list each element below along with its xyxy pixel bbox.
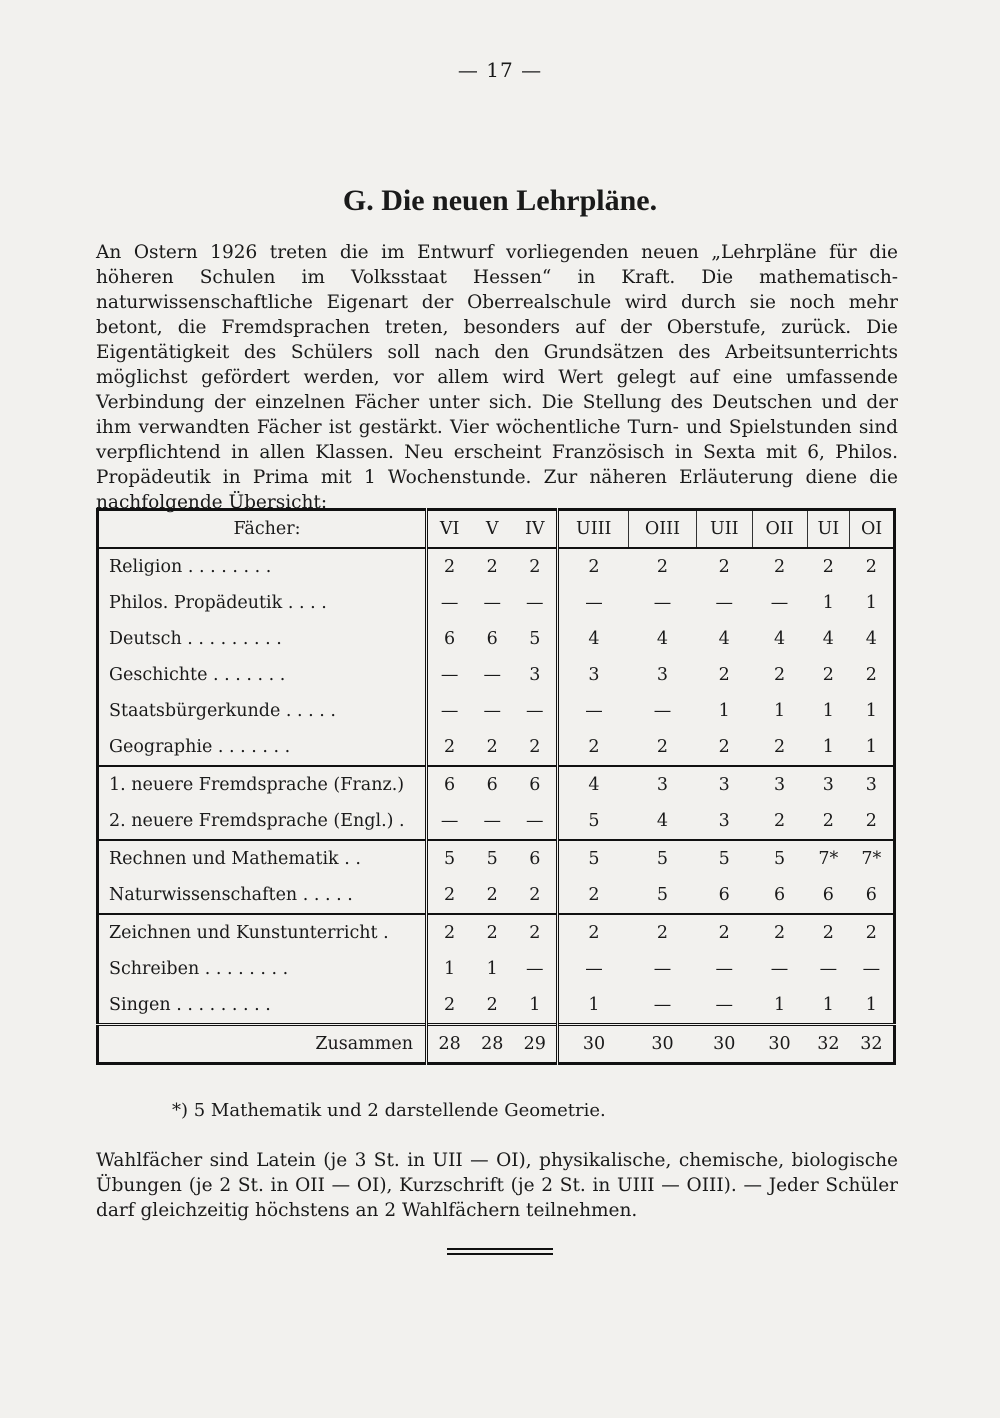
hours-cell: 1	[822, 701, 834, 721]
hours-cell: 6	[773, 885, 786, 905]
hours-cell: 5	[656, 885, 669, 905]
hours-cell: 2	[822, 557, 834, 577]
total-cell: 29	[513, 1025, 558, 1064]
hours-cell: 2	[486, 885, 498, 905]
hours-cell: 4	[656, 629, 669, 649]
hours-cell: 4	[656, 811, 669, 831]
hours-cell: —	[526, 811, 544, 831]
hours-cell: 4	[558, 621, 629, 657]
column-header: IV	[513, 510, 558, 549]
hours-cell: 3	[558, 657, 629, 693]
subject-cell: 1. neuere Fremdsprache (Franz.)	[98, 766, 427, 803]
hours-cell: —	[770, 959, 789, 979]
hours-cell: 1	[865, 593, 877, 613]
hours-cell: —	[558, 693, 629, 729]
hours-cell: 5	[629, 840, 697, 877]
table-row	[98, 914, 895, 951]
subject-cell: Singen . . . . . . . . .	[98, 987, 427, 1025]
subject-cell: Naturwissenschaften . . . . .	[98, 877, 427, 914]
hours-cell: —	[653, 701, 672, 721]
hours-cell: 2	[773, 557, 786, 577]
column-header: OII	[752, 510, 807, 549]
hours-cell: —	[526, 593, 544, 613]
hours-cell: 2	[558, 914, 629, 951]
hours-cell: 2	[529, 737, 541, 757]
hours-cell: 2	[513, 914, 558, 951]
hours-cell: 3	[629, 766, 697, 803]
subject-cell: Deutsch . . . . . . . . .	[98, 621, 427, 657]
total-cell: 32	[850, 1025, 895, 1064]
hours-cell: 1	[773, 701, 786, 721]
hours-cell: 1	[444, 959, 456, 979]
hours-cell: 6	[513, 766, 558, 803]
hours-cell: 3	[656, 665, 669, 685]
hours-cell: 2	[444, 737, 456, 757]
hours-cell: 2	[427, 914, 472, 951]
hours-cell: —	[483, 811, 501, 831]
hours-cell: 6	[486, 629, 498, 649]
hours-cell: 5	[558, 803, 629, 840]
table-row	[98, 657, 895, 693]
subject-cell: Religion . . . . . . . .	[98, 548, 427, 585]
hours-cell: —	[483, 701, 501, 721]
hours-cell: 2	[773, 737, 786, 757]
hours-cell: —	[770, 593, 789, 613]
electives-paragraph: Wahlfächer sind Latein (je 3 St. in UII — OI), physikalische, chemische, biologische Übungen (je 2 St. in OII — OI), Kurzschrift (je 2 St. in UIII — OIII). — Jeder Schüler darf gleichzeitig höchstens an 2 Wahlfächern teilnehmen.	[96, 1150, 898, 1221]
column-header: V	[471, 510, 513, 549]
hours-cell: 3	[696, 766, 752, 803]
hours-cell: 6	[471, 766, 513, 803]
hours-cell: 3	[529, 665, 541, 685]
hours-cell: 5	[529, 629, 541, 649]
hours-cell: 2	[865, 811, 877, 831]
hours-cell: 6	[427, 766, 472, 803]
hours-cell: 5	[696, 840, 752, 877]
hours-cell: 5	[427, 840, 472, 877]
hours-cell: 2	[773, 811, 786, 831]
hours-cell: —	[526, 959, 544, 979]
table-row	[98, 951, 895, 987]
curriculum-table	[96, 508, 896, 1065]
hours-cell: 1	[486, 959, 498, 979]
hours-cell: 2	[773, 665, 786, 685]
hours-cell: 1	[865, 995, 877, 1015]
hours-cell: —	[440, 665, 459, 685]
hours-cell: —	[653, 593, 672, 613]
table-row	[98, 766, 895, 803]
hours-cell: 4	[773, 629, 786, 649]
section-heading: G. Die neuen Lehrpläne.	[342, 184, 658, 217]
closing-double-rule	[447, 1248, 553, 1255]
total-cell: 30	[629, 1025, 697, 1064]
hours-cell: 2	[718, 557, 730, 577]
total-cell: 28	[471, 1025, 513, 1064]
hours-cell: —	[819, 959, 838, 979]
hours-cell: 3	[752, 766, 807, 803]
hours-cell: 1	[558, 987, 629, 1025]
hours-cell: 2	[865, 557, 877, 577]
subject-cell: Philos. Propädeutik . . . .	[98, 585, 427, 621]
table-row	[98, 803, 895, 840]
hours-cell: —	[715, 959, 733, 979]
hours-cell: 2	[444, 995, 456, 1015]
hours-cell: 2	[718, 665, 730, 685]
column-header: UI	[807, 510, 850, 549]
column-header: VI	[427, 510, 472, 549]
subject-cell: Schreiben . . . . . . . .	[98, 951, 427, 987]
hours-cell: 2	[444, 557, 456, 577]
column-header: OIII	[629, 510, 697, 549]
column-header: UIII	[558, 510, 629, 549]
hours-cell: —	[440, 811, 459, 831]
subject-cell: Staatsbürgerkunde . . . . .	[98, 693, 427, 729]
hours-cell: 1	[865, 737, 877, 757]
hours-cell: —	[715, 995, 733, 1015]
table-row	[98, 621, 895, 657]
hours-cell: 3	[807, 766, 850, 803]
subject-cell: 2. neuere Fremdsprache (Engl.) .	[98, 803, 427, 840]
hours-cell: 4	[865, 629, 877, 649]
hours-cell: —	[862, 959, 881, 979]
hours-cell: —	[483, 593, 501, 613]
table-row	[98, 548, 895, 585]
total-cell: 28	[427, 1025, 472, 1064]
hours-cell: —	[558, 951, 629, 987]
hours-cell: 1	[822, 737, 834, 757]
hours-cell: 2	[656, 557, 669, 577]
hours-cell: 2	[629, 914, 697, 951]
hours-cell: 2	[558, 729, 629, 766]
hours-cell: 5	[752, 840, 807, 877]
hours-cell: 2	[696, 914, 752, 951]
hours-cell: 2	[471, 914, 513, 951]
hours-cell: 2	[486, 995, 498, 1015]
hours-cell: 2	[865, 665, 877, 685]
table-row	[98, 877, 895, 914]
hours-cell: 2	[486, 737, 498, 757]
total-cell: 32	[807, 1025, 850, 1064]
hours-cell: 1	[529, 995, 541, 1015]
hours-cell: 2	[822, 665, 834, 685]
table-row	[98, 840, 895, 877]
subject-cell: Rechnen und Mathematik . .	[98, 840, 427, 877]
hours-cell: 4	[718, 629, 730, 649]
hours-cell: 2	[529, 557, 541, 577]
table-row	[98, 585, 895, 621]
total-row	[98, 1025, 895, 1064]
table-row	[98, 987, 895, 1025]
table-body	[98, 548, 895, 1064]
total-label: Zusammen	[98, 1025, 427, 1064]
table-row	[98, 693, 895, 729]
total-cell: 30	[558, 1025, 629, 1064]
hours-cell: 2	[718, 737, 730, 757]
page-number: — 17 —	[457, 58, 543, 82]
hours-cell: 4	[558, 766, 629, 803]
hours-cell: —	[483, 665, 501, 685]
hours-cell: 2	[558, 877, 629, 914]
hours-cell: 1	[822, 593, 834, 613]
hours-cell: 2	[529, 885, 541, 905]
hours-cell: 4	[822, 629, 834, 649]
hours-cell: 5	[558, 840, 629, 877]
hours-cell: —	[440, 593, 459, 613]
hours-cell: 7*	[850, 840, 895, 877]
hours-cell: 7*	[807, 840, 850, 877]
hours-cell: 2	[752, 914, 807, 951]
hours-cell: 2	[822, 811, 834, 831]
footnote: *) 5 Mathematik und 2 darstellende Geometrie.	[172, 1100, 606, 1121]
hours-cell: 2	[444, 885, 456, 905]
hours-cell: —	[526, 701, 544, 721]
table-header-row	[98, 510, 895, 549]
hours-cell: —	[653, 959, 672, 979]
hours-cell: 2	[850, 914, 895, 951]
hours-cell: —	[653, 995, 672, 1015]
total-cell: 30	[696, 1025, 752, 1064]
column-header: UII	[696, 510, 752, 549]
hours-cell: 5	[471, 840, 513, 877]
hours-cell: 3	[850, 766, 895, 803]
hours-cell: 6	[865, 885, 877, 905]
hours-cell: —	[558, 585, 629, 621]
hours-cell: 1	[718, 701, 730, 721]
hours-cell: 6	[513, 840, 558, 877]
subject-cell: Geographie . . . . . . .	[98, 729, 427, 766]
hours-cell: —	[715, 593, 733, 613]
hours-cell: 6	[822, 885, 834, 905]
intro-paragraph: An Ostern 1926 treten die im Entwurf vorliegenden neuen „Lehrpläne für die höheren Schulen im Volksstaat Hessen“ in Kraft. Die mathematisch-naturwissenschaftliche Eigenart der Oberrealschule wird durch sie noch mehr betont, die Fremdsprachen treten, besonders auf der Oberstufe, zurück. Die Eigentätigkeit des Schülers soll nach den Grundsätzen des Arbeitsunterrichts möglichst gefördert werden, vor allem wird Wert gelegt auf eine umfassende Verbindung der einzelnen Fächer unter sich. Die Stellung des Deutschen und der ihm verwandten Fächer ist gestärkt. Vier wöchentliche Turn- und Spielstunden sind verpflichtend in allen Klassen. Neu erscheint Französisch in Sexta mit 6, Philos. Propädeutik in Prima mit 1 Wochenstunde. Zur näheren Erläuterung diene die nachfolgende Übersicht:	[96, 242, 898, 513]
hours-cell: 1	[822, 995, 834, 1015]
column-header: OI	[850, 510, 895, 549]
hours-cell: 6	[718, 885, 730, 905]
hours-cell: 2	[558, 548, 629, 585]
hours-cell: 3	[718, 811, 730, 831]
hours-cell: —	[440, 701, 459, 721]
total-cell: 30	[752, 1025, 807, 1064]
hours-cell: 2	[656, 737, 669, 757]
subject-cell: Zeichnen und Kunstunterricht .	[98, 914, 427, 951]
hours-cell: 6	[444, 629, 456, 649]
subject-column-header: Fächer:	[98, 510, 427, 549]
subject-cell: Geschichte . . . . . . .	[98, 657, 427, 693]
hours-cell: 2	[807, 914, 850, 951]
hours-cell: 1	[865, 701, 877, 721]
table-row	[98, 729, 895, 766]
hours-cell: 1	[773, 995, 786, 1015]
hours-cell: 2	[486, 557, 498, 577]
